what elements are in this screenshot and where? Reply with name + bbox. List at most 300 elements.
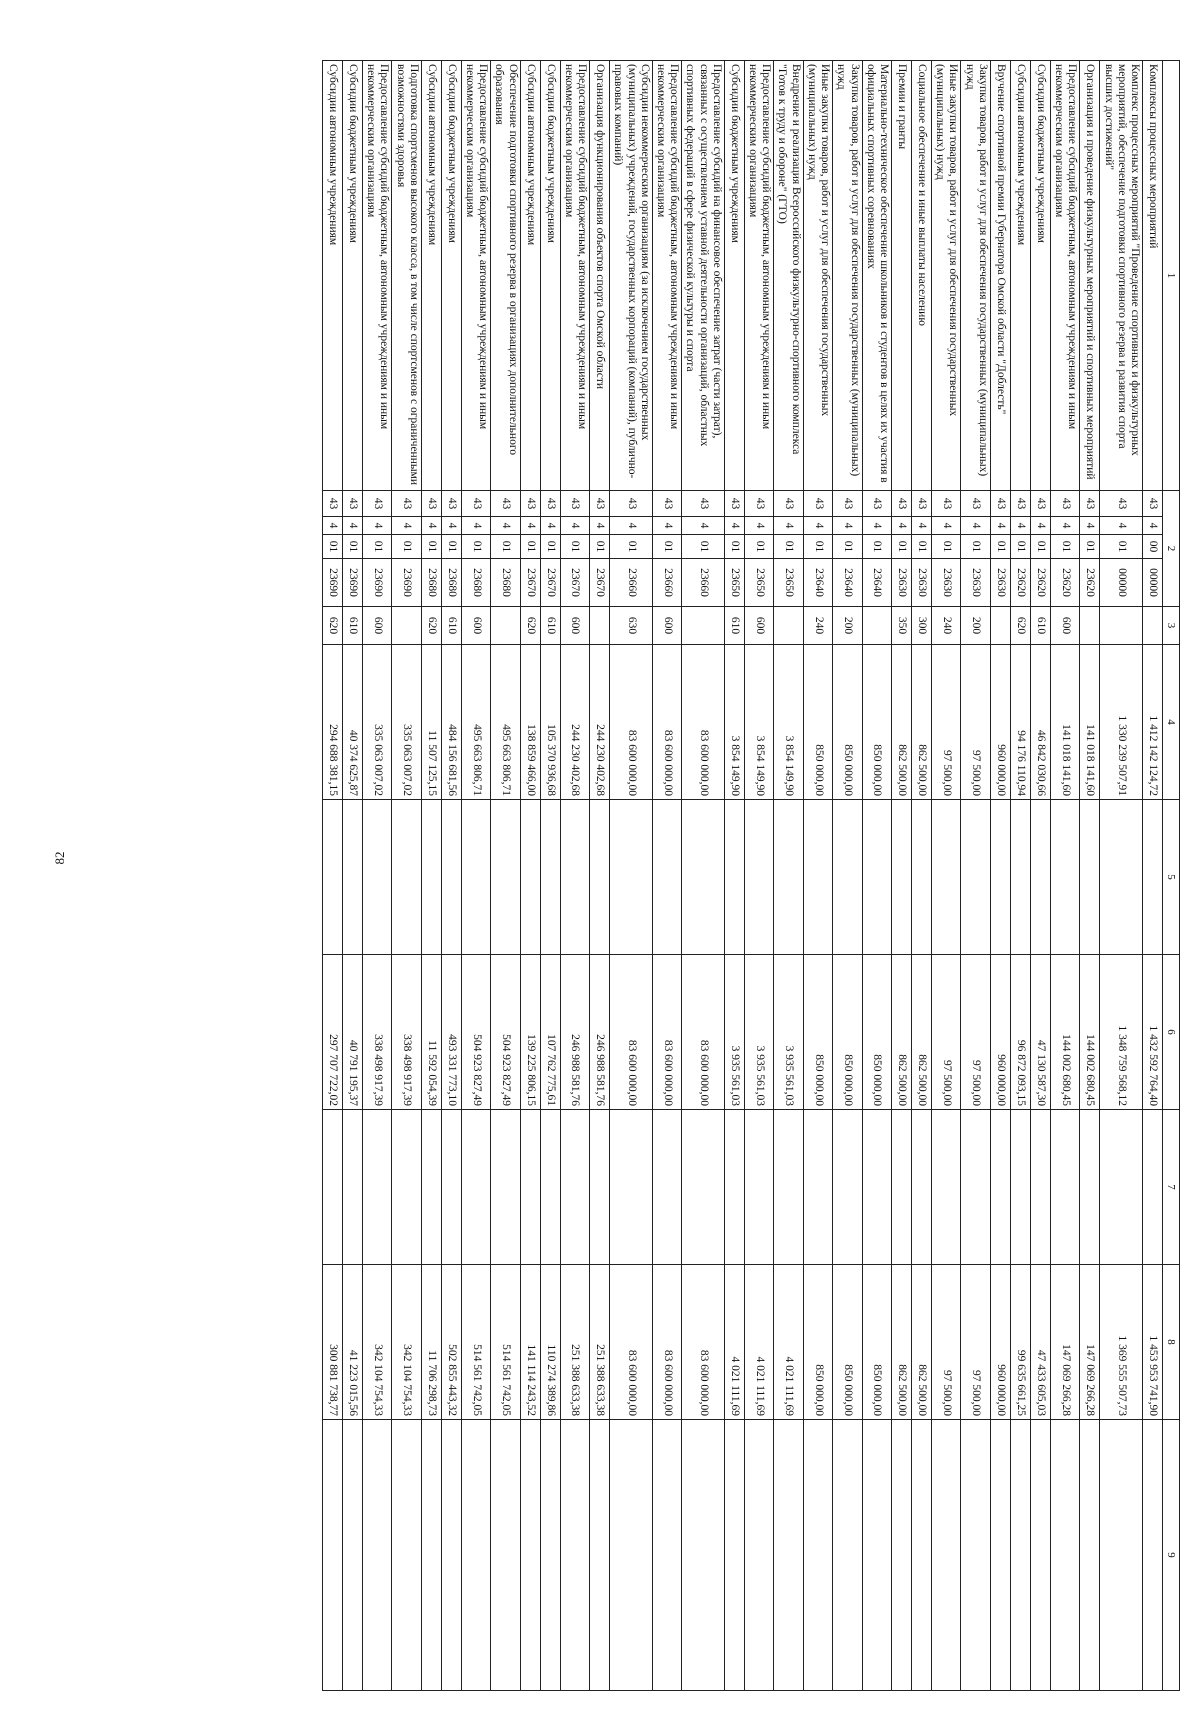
cell-name: Предоставление субсидий на финансовое обеспечение затрат (части затрат), связанных с осуществлением уставной деятельности организаций, областных спортивных федераций в сфере физической культуры и спорта [682,61,725,491]
cell-v7: 504 923 827,49 [491,955,520,1110]
cell-v7: 83 600 000,00 [652,955,681,1110]
cell-kvr: 620 [520,607,540,645]
cell-v9: 342 104 754,33 [392,1265,421,1420]
cell-v9: 83 600 000,00 [652,1265,681,1420]
cell-v6 [774,800,803,955]
cell-kvr: 610 [1030,607,1050,645]
cell-v5: 3 854 149,90 [724,645,744,800]
table-row [461,61,490,1691]
cell-v6 [724,800,744,955]
cell-kvr: 620 [421,607,441,645]
table-row [441,61,461,1691]
cell-c3: 01 [491,535,520,559]
cell-v6 [491,800,520,955]
table-row [520,61,540,1691]
cell-v8 [990,1110,1010,1265]
cell-c1: 43 [362,491,391,517]
cell-c3: 01 [392,535,421,559]
cell-v10 [590,1420,610,1691]
cell-c2: 4 [862,517,891,535]
cell-v5: 862 500,00 [892,645,912,800]
cell-c4: 23680 [441,559,461,607]
cell-name: Премии и гранты [892,61,912,491]
table-row [912,61,932,1691]
cell-c1: 43 [342,491,362,517]
cell-name: Обеспечение подготовки спортивного резерва в организациях дополнительного образования [491,61,520,491]
cell-v8 [1030,1110,1050,1265]
cell-c3: 01 [744,535,773,559]
cell-v6 [652,800,681,955]
cell-v7: 1 432 592 764,40 [1143,955,1163,1110]
cell-v10 [520,1420,540,1691]
cell-v7: 338 498 917,39 [362,955,391,1110]
cell-v8 [961,1110,990,1265]
cell-v9: 110 274 389,86 [540,1265,560,1420]
cell-v10 [961,1420,990,1691]
cell-v9: 960 000,00 [990,1265,1010,1420]
cell-v9: 41 223 015,56 [342,1265,362,1420]
cell-v6 [682,800,725,955]
cell-c3: 01 [961,535,990,559]
cell-c1: 43 [652,491,681,517]
cell-name: Субсидии бюджетным учреждениям [1030,61,1050,491]
cell-v6 [461,800,490,955]
cell-v9: 4 021 111,69 [744,1265,773,1420]
cell-kvr [1100,607,1143,645]
cell-c3: 01 [1100,535,1143,559]
cell-kvr: 600 [560,607,589,645]
cell-v6 [744,800,773,955]
cell-v8 [590,1110,610,1265]
cell-v8 [392,1110,421,1265]
table-body [322,61,1162,1691]
cell-v7: 3 935 561,03 [724,955,744,1110]
cell-kvr: 600 [652,607,681,645]
cell-c3: 01 [520,535,540,559]
cell-v9: 147 069 266,28 [1050,1265,1079,1420]
rotated-table-container [40,60,1180,1690]
cell-v7: 1 348 759 568,12 [1100,955,1143,1110]
cell-c2: 4 [803,517,832,535]
cell-c1: 43 [560,491,589,517]
cell-v8 [682,1110,725,1265]
cell-v7: 960 000,00 [990,955,1010,1110]
cell-v8 [1143,1110,1163,1265]
cell-name: Субсидии автономным учреждениям [421,61,441,491]
cell-v6 [560,800,589,955]
cell-v8 [803,1110,832,1265]
cell-v7: 96 872 093,15 [1010,955,1030,1110]
cell-kvr: 300 [912,607,932,645]
cell-c1: 43 [932,491,961,517]
table-row [1100,61,1143,1691]
cell-v8 [892,1110,912,1265]
cell-c3: 01 [362,535,391,559]
cell-name: Организация функционирования объектов спорта Омской области [590,61,610,491]
cell-v10 [833,1420,862,1691]
cell-v6 [833,800,862,955]
cell-v5: 1 330 239 507,91 [1100,645,1143,800]
cell-c4: 23640 [833,559,862,607]
cell-c3: 01 [590,535,610,559]
cell-v5: 335 063 007,02 [392,645,421,800]
cell-c3: 01 [322,535,342,559]
cell-v8 [1010,1110,1030,1265]
cell-v8 [1100,1110,1143,1265]
cell-c1: 43 [990,491,1010,517]
cell-c3: 01 [540,535,560,559]
cell-c3: 01 [560,535,589,559]
cell-c3: 01 [421,535,441,559]
table-row [990,61,1010,1691]
cell-v5: 11 507 125,15 [421,645,441,800]
cell-c4: 23680 [421,559,441,607]
table-row [932,61,961,1691]
cell-v8 [724,1110,744,1265]
cell-v5: 141 018 141,60 [1050,645,1079,800]
cell-c2: 4 [682,517,725,535]
cell-name: Комплексы процессных мероприятий [1143,61,1163,491]
cell-name: Субсидии автономным учреждениям [1010,61,1030,491]
cell-c1: 43 [1050,491,1079,517]
cell-kvr [990,607,1010,645]
cell-c2: 4 [1050,517,1079,535]
cell-v7: 139 225 806,15 [520,955,540,1110]
cell-v10 [1010,1420,1030,1691]
cell-c4: 23660 [682,559,725,607]
cell-v10 [421,1420,441,1691]
cell-name: Социальное обеспечение и иные выплаты населению [912,61,932,491]
cell-v5: 97 500,00 [961,645,990,800]
cell-v9: 251 388 633,38 [560,1265,589,1420]
cell-kvr [1143,607,1163,645]
cell-c2: 4 [990,517,1010,535]
cell-c2: 4 [540,517,560,535]
cell-v5: 83 600 000,00 [610,645,653,800]
cell-c3: 01 [441,535,461,559]
cell-c4: 23690 [322,559,342,607]
cell-kvr [491,607,520,645]
cell-c4: 23640 [803,559,832,607]
cell-c3: 01 [1010,535,1030,559]
table-row [322,61,342,1691]
cell-v5: 850 000,00 [862,645,891,800]
header-cell: 1 [1163,61,1180,491]
cell-v8 [461,1110,490,1265]
cell-v8 [1080,1110,1100,1265]
cell-v5: 294 688 381,15 [322,645,342,800]
cell-c2: 4 [774,517,803,535]
table-row [1010,61,1030,1691]
cell-c3: 01 [652,535,681,559]
cell-v8 [342,1110,362,1265]
cell-v10 [560,1420,589,1691]
cell-c4: 23690 [342,559,362,607]
cell-c4: 23670 [540,559,560,607]
cell-v9: 11 706 298,73 [421,1265,441,1420]
cell-v5: 138 859 466,00 [520,645,540,800]
cell-v9: 502 855 443,32 [441,1265,461,1420]
cell-c3: 01 [803,535,832,559]
cell-v6 [342,800,362,955]
table-row [682,61,725,1691]
cell-c2: 4 [362,517,391,535]
budget-table [322,60,1180,1691]
table-row [590,61,610,1691]
cell-name: Закупка товаров, работ и услуг для обеспечения государственных (муниципальных) нужд [833,61,862,491]
cell-v10 [392,1420,421,1691]
cell-v5: 3 854 149,90 [774,645,803,800]
cell-c4: 23690 [392,559,421,607]
cell-c3: 01 [682,535,725,559]
cell-kvr: 630 [610,607,653,645]
cell-v10 [862,1420,891,1691]
cell-name: Субсидии автономным учреждениям [322,61,342,491]
cell-c1: 43 [1100,491,1143,517]
header-cell: 8 [1163,1265,1180,1420]
cell-c2: 4 [342,517,362,535]
cell-v6 [362,800,391,955]
cell-kvr: 610 [342,607,362,645]
header-cell: 2 [1163,491,1180,607]
cell-v9: 47 433 605,03 [1030,1265,1050,1420]
cell-c4: 23630 [912,559,932,607]
table-row [744,61,773,1691]
cell-v5: 862 500,00 [912,645,932,800]
cell-v5: 244 230 402,68 [560,645,589,800]
cell-v9: 862 500,00 [892,1265,912,1420]
cell-v6 [540,800,560,955]
cell-v8 [1050,1110,1079,1265]
cell-v9: 862 500,00 [912,1265,932,1420]
cell-v9: 514 561 742,05 [491,1265,520,1420]
cell-v5: 244 230 402,68 [590,645,610,800]
cell-v9: 83 600 000,00 [610,1265,653,1420]
cell-v10 [342,1420,362,1691]
cell-v5: 495 663 806,71 [461,645,490,800]
cell-v10 [774,1420,803,1691]
cell-v8 [932,1110,961,1265]
cell-kvr: 600 [744,607,773,645]
cell-name: Субсидии бюджетным учреждениям [342,61,362,491]
cell-v7: 144 002 680,45 [1050,955,1079,1110]
table-row [1143,61,1163,1691]
cell-v8 [652,1110,681,1265]
cell-v6 [1143,800,1163,955]
cell-c1: 43 [491,491,520,517]
page-number: 82 [52,851,67,865]
cell-c2: 4 [912,517,932,535]
cell-c1: 43 [774,491,803,517]
cell-c2: 4 [461,517,490,535]
cell-c4: 23630 [961,559,990,607]
cell-c4: 23680 [461,559,490,607]
cell-v5: 484 156 681,56 [441,645,461,800]
cell-v10 [1143,1420,1163,1691]
cell-c1: 43 [912,491,932,517]
cell-c4: 23690 [362,559,391,607]
cell-c1: 43 [744,491,773,517]
cell-v7: 83 600 000,00 [610,955,653,1110]
cell-v6 [912,800,932,955]
cell-v6 [862,800,891,955]
header-row [1163,61,1180,1691]
cell-v9: 300 881 738,77 [322,1265,342,1420]
cell-v5: 83 600 000,00 [652,645,681,800]
cell-v6 [1030,800,1050,955]
cell-c1: 43 [610,491,653,517]
cell-v5: 94 176 110,94 [1010,645,1030,800]
cell-kvr [774,607,803,645]
cell-v5: 960 000,00 [990,645,1010,800]
cell-v6 [1010,800,1030,955]
cell-kvr: 610 [724,607,744,645]
cell-v9: 850 000,00 [833,1265,862,1420]
cell-c1: 43 [461,491,490,517]
cell-v7: 850 000,00 [862,955,891,1110]
cell-v9: 1 369 555 507,73 [1100,1265,1143,1420]
cell-name: Субсидии некоммерческим организациям (за исключением государственных (муниципальных) учреждений, государственных корпораций (компаний), публично-правовых компаний) [610,61,653,491]
cell-v6 [990,800,1010,955]
cell-c1: 43 [833,491,862,517]
cell-name: Предоставление субсидий бюджетным, автономным учреждениям и иным некоммерческим организациям [744,61,773,491]
cell-c4: 23660 [610,559,653,607]
header-cell: 4 [1163,645,1180,800]
cell-v6 [322,800,342,955]
cell-v7: 47 130 587,30 [1030,955,1050,1110]
cell-v10 [744,1420,773,1691]
cell-v10 [441,1420,461,1691]
table-row [1050,61,1079,1691]
cell-v6 [441,800,461,955]
cell-v8 [491,1110,520,1265]
cell-v10 [1100,1420,1143,1691]
cell-v10 [491,1420,520,1691]
cell-c3: 00 [1143,535,1163,559]
cell-v6 [1080,800,1100,955]
cell-name: Подготовка спортсменов высокого класса, в том числе спортсменов с ограниченными возможностями здоровья [392,61,421,491]
cell-c4: 23630 [932,559,961,607]
cell-v5: 850 000,00 [803,645,832,800]
cell-v5: 850 000,00 [833,645,862,800]
cell-v9: 1 453 953 741,90 [1143,1265,1163,1420]
cell-kvr [682,607,725,645]
cell-c3: 01 [892,535,912,559]
cell-c1: 43 [724,491,744,517]
cell-c1: 43 [1010,491,1030,517]
cell-c3: 01 [1030,535,1050,559]
cell-name: Иные закупки товаров, работ и услуг для обеспечения государственных (муниципальных) нужд [932,61,961,491]
cell-c3: 01 [610,535,653,559]
cell-v7: 862 500,00 [892,955,912,1110]
cell-v9: 83 600 000,00 [682,1265,725,1420]
table-row [540,61,560,1691]
cell-c2: 4 [1100,517,1143,535]
cell-v9: 141 114 243,52 [520,1265,540,1420]
cell-v7: 3 935 561,03 [744,955,773,1110]
cell-v8 [421,1110,441,1265]
cell-v8 [774,1110,803,1265]
cell-v5: 335 063 007,02 [362,645,391,800]
cell-name: Предоставление субсидий бюджетным, автономным учреждениям и иным некоммерческим организациям [560,61,589,491]
table-row [342,61,362,1691]
cell-v6 [610,800,653,955]
cell-v8 [560,1110,589,1265]
cell-c4: 23650 [774,559,803,607]
cell-v9: 251 388 633,38 [590,1265,610,1420]
cell-name: Субсидии бюджетным учреждениям [724,61,744,491]
cell-name: Иные закупки товаров, работ и услуг для обеспечения государственных (муниципальных) нужд [803,61,832,491]
cell-name: Закупка товаров, работ и услуг для обеспечения государственных (муниципальных) нужд [961,61,990,491]
cell-c4: 23660 [652,559,681,607]
cell-v7: 144 002 680,45 [1080,955,1100,1110]
cell-v5: 40 374 625,87 [342,645,362,800]
cell-name: Предоставление субсидий бюджетным, автономным учреждениям и иным некоммерческим организациям [652,61,681,491]
cell-c1: 43 [520,491,540,517]
cell-c2: 4 [590,517,610,535]
cell-c3: 01 [912,535,932,559]
table-row [610,61,653,1691]
cell-v8 [362,1110,391,1265]
cell-c4: 23670 [520,559,540,607]
cell-v8 [912,1110,932,1265]
cell-kvr: 620 [322,607,342,645]
cell-v7: 504 923 827,49 [461,955,490,1110]
cell-v10 [892,1420,912,1691]
cell-kvr: 600 [362,607,391,645]
cell-name: Субсидии бюджетным учреждениям [441,61,461,491]
cell-c4: 23620 [1050,559,1079,607]
cell-c2: 4 [724,517,744,535]
cell-v7: 83 600 000,00 [682,955,725,1110]
cell-c2: 4 [961,517,990,535]
cell-name: Внедрение и реализация Всероссийского физкультурно-спортивного комплекса "Готов к труду и обороне" (ГТО) [774,61,803,491]
cell-v5: 495 663 806,71 [491,645,520,800]
cell-v7: 850 000,00 [803,955,832,1110]
cell-v8 [862,1110,891,1265]
table-row [833,61,862,1691]
header-cell: 9 [1163,1420,1180,1691]
cell-kvr: 240 [932,607,961,645]
cell-c4: 23650 [724,559,744,607]
table-row [961,61,990,1691]
cell-v8 [441,1110,461,1265]
cell-v10 [803,1420,832,1691]
cell-c3: 01 [342,535,362,559]
cell-c4: 23630 [892,559,912,607]
cell-c2: 4 [892,517,912,535]
cell-v8 [540,1110,560,1265]
cell-c1: 43 [892,491,912,517]
cell-name: Организация и проведение физкультурных мероприятий и спортивных мероприятий [1080,61,1100,491]
cell-v10 [540,1420,560,1691]
header-cell: 3 [1163,607,1180,645]
header-cell: 5 [1163,800,1180,955]
cell-name: Вручение спортивной премии Губернатора Омской области "Доблесть" [990,61,1010,491]
cell-c2: 4 [744,517,773,535]
cell-v6 [892,800,912,955]
cell-v10 [912,1420,932,1691]
cell-v9: 514 561 742,05 [461,1265,490,1420]
cell-c4: 23620 [1080,559,1100,607]
cell-v10 [1030,1420,1050,1691]
table-row [392,61,421,1691]
table-row [892,61,912,1691]
cell-v10 [322,1420,342,1691]
cell-c1: 43 [322,491,342,517]
table-row [1080,61,1100,1691]
cell-v7: 246 988 581,76 [560,955,589,1110]
